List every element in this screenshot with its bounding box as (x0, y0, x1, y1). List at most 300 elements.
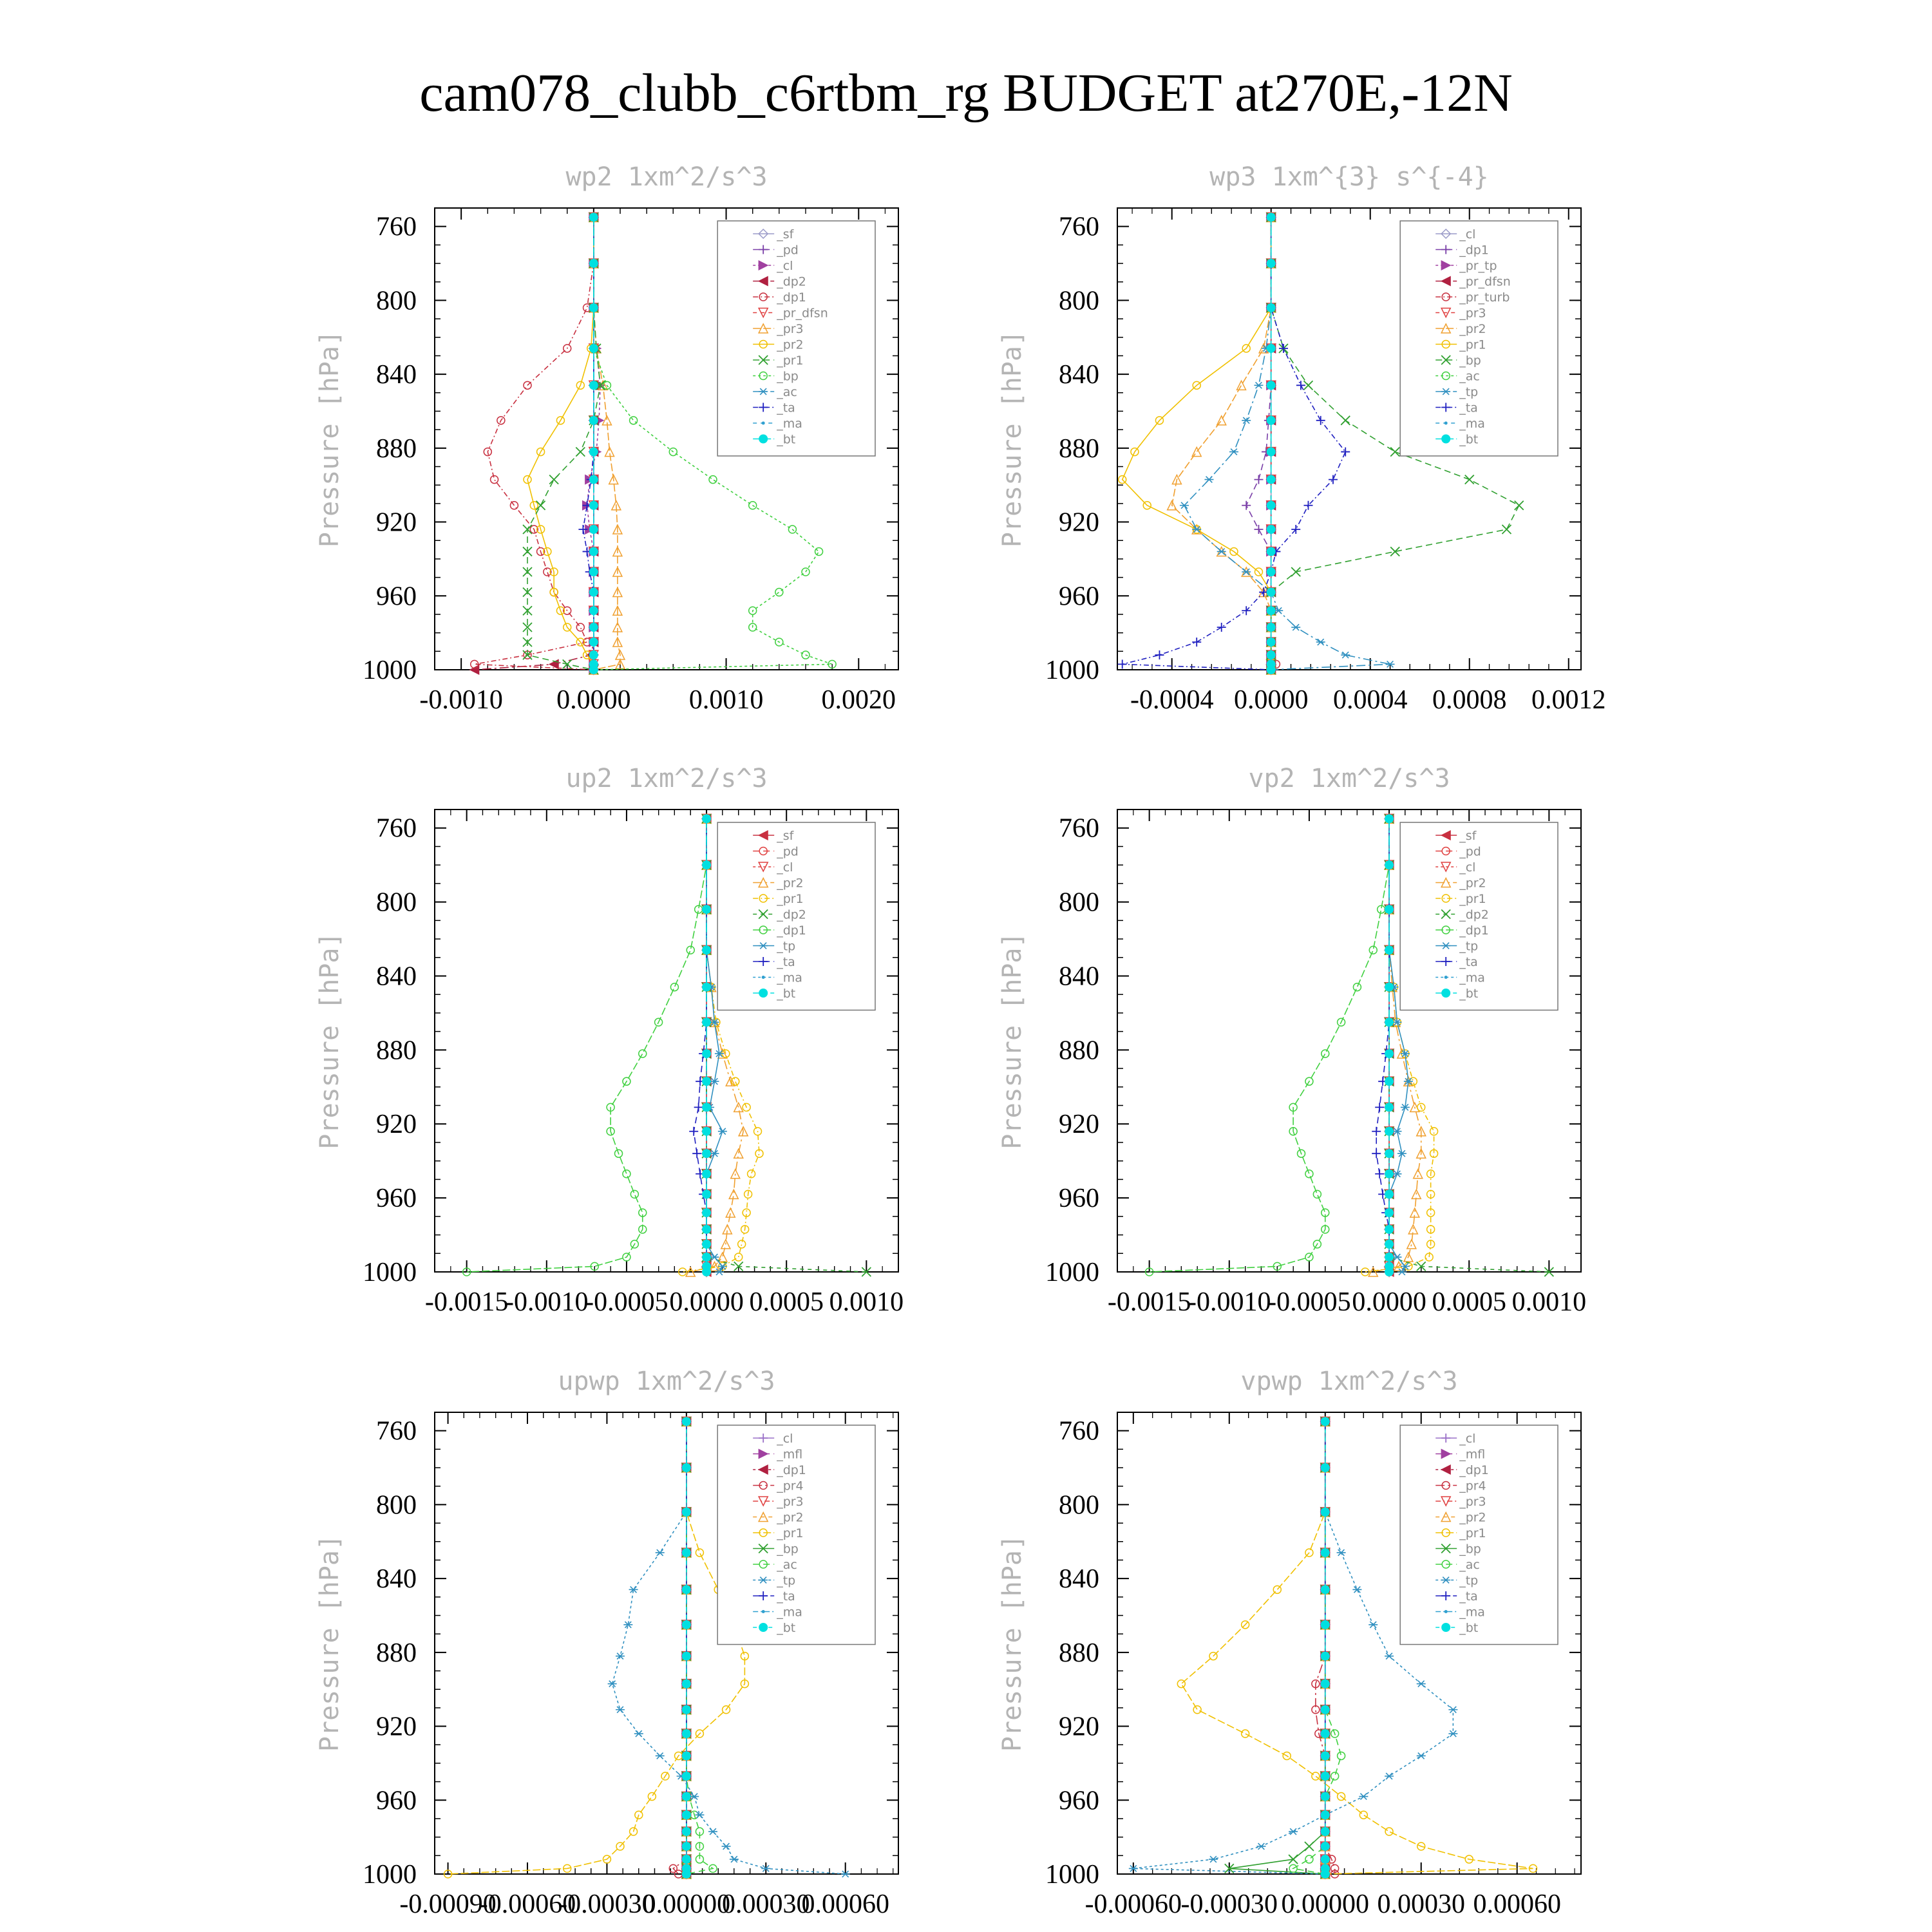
legend-marker (759, 1623, 768, 1632)
data-point (702, 1170, 711, 1179)
data-point (589, 623, 598, 632)
x-tick-label: 0.0020 (821, 685, 896, 715)
data-point (1385, 1267, 1394, 1276)
series-line (475, 217, 594, 670)
data-point (1385, 1127, 1394, 1136)
legend-label: _cl (777, 860, 793, 875)
legend-marker (1441, 989, 1450, 998)
legend-marker (1444, 1610, 1448, 1613)
y-tick-label: 920 (376, 1712, 417, 1742)
legend-label: _dp1 (1459, 243, 1489, 258)
data-point (1321, 1050, 1329, 1057)
data-point (1291, 567, 1300, 576)
data-point (1289, 1828, 1298, 1835)
data-point (682, 1870, 691, 1879)
y-tick-label: 1000 (363, 1860, 417, 1889)
legend (1400, 1425, 1558, 1645)
data-point (589, 259, 598, 268)
data-point (735, 1253, 743, 1261)
data-point (1321, 1652, 1330, 1661)
legend-label: _dp2 (777, 907, 806, 922)
data-point (1192, 638, 1201, 647)
legend-label: _ac (777, 385, 797, 399)
y-tick-label: 960 (1059, 582, 1099, 612)
y-tick-label: 800 (1059, 286, 1099, 316)
data-point (1321, 1417, 1330, 1426)
legend-label: _dp1 (777, 1463, 806, 1477)
data-point (576, 623, 584, 631)
data-point (616, 1707, 625, 1713)
data-point (1242, 1730, 1249, 1738)
data-point (1267, 525, 1276, 534)
x-tick-label: 0.0000 (1233, 685, 1309, 715)
legend-label: _bt (777, 987, 796, 1001)
data-point (1267, 416, 1276, 425)
data-point (682, 1620, 691, 1629)
data-point (589, 547, 598, 556)
series-ta (578, 213, 598, 674)
y-tick-label: 840 (376, 1564, 417, 1595)
x-tick-label: -0.0010 (419, 685, 503, 715)
data-point (1267, 665, 1276, 674)
data-point (1385, 1170, 1394, 1179)
data-point (589, 525, 598, 534)
y-tick-label: 960 (1059, 1184, 1099, 1214)
data-point (682, 1827, 691, 1836)
data-point (1372, 1149, 1381, 1158)
legend-label: _dp2 (1459, 907, 1489, 922)
series-pr2 (1168, 213, 1276, 674)
data-point (1273, 1586, 1281, 1593)
data-point (1217, 623, 1226, 632)
series-line (673, 1421, 687, 1874)
y-tick-label: 960 (1059, 1786, 1099, 1816)
legend-label: _bt (1459, 987, 1479, 1001)
x-tick-label: -0.00030 (558, 1889, 656, 1919)
data-point (1341, 448, 1350, 457)
data-point (702, 1077, 711, 1086)
data-point (702, 1018, 711, 1027)
panel-upwp (315, 1367, 898, 1919)
data-point (1267, 344, 1276, 353)
data-point (1515, 501, 1524, 510)
data-point (1305, 1170, 1313, 1178)
data-point (1296, 381, 1305, 390)
legend-label: _bt (777, 432, 796, 447)
data-point (1242, 417, 1251, 424)
panel-vpwp (998, 1367, 1581, 1919)
data-point (1385, 1240, 1394, 1249)
data-point (491, 476, 498, 484)
series-bt (682, 1417, 691, 1879)
legend-label: _ma (1459, 1605, 1485, 1620)
legend (1400, 822, 1558, 1010)
legend-label: _pr1 (1459, 1526, 1486, 1540)
data-point (1267, 606, 1276, 615)
data-point (1390, 547, 1399, 556)
data-point (1329, 475, 1338, 484)
data-point (1267, 650, 1276, 659)
data-point (1254, 382, 1263, 388)
panel-vp2 (998, 764, 1586, 1317)
y-tick-label: 880 (1059, 1036, 1099, 1066)
legend-label: _pr3 (777, 1495, 804, 1509)
y-tick-label: 880 (376, 1036, 417, 1066)
x-tick-label: 0.00030 (722, 1889, 810, 1919)
x-tick-label: 0.00030 (1377, 1889, 1465, 1919)
series-pr2 (524, 213, 598, 674)
legend (717, 221, 875, 456)
legend-label: _ac (777, 1558, 797, 1572)
series-ta (689, 814, 711, 1276)
data-point (1312, 1772, 1320, 1780)
y-axis-label: Pressure [hPa] (998, 1534, 1027, 1752)
y-tick-label: 1000 (1045, 656, 1099, 685)
series-line (1376, 819, 1389, 1272)
legend-label: _ta (777, 1589, 795, 1604)
panel-title: wp2 1xm^2/s^3 (565, 162, 768, 192)
data-point (709, 476, 717, 484)
legend-label: _dp2 (777, 274, 806, 289)
legend-label: _tp (1459, 939, 1479, 954)
data-point (630, 417, 638, 424)
x-tick-label: 0.0010 (688, 685, 764, 715)
y-tick-label: 1000 (363, 1258, 417, 1287)
series-dp1 (463, 815, 710, 1276)
data-point (589, 381, 598, 390)
data-point (589, 213, 598, 222)
data-point (1291, 624, 1300, 630)
data-point (656, 1549, 665, 1556)
data-point (1385, 1077, 1394, 1086)
x-tick-label: 0.0004 (1332, 685, 1408, 715)
legend-label: _ta (1459, 955, 1478, 969)
legend-label: _pr_tp (1459, 259, 1497, 273)
legend-label: _cl (1459, 860, 1476, 875)
data-point (1337, 1549, 1346, 1556)
x-tick-label: -0.0015 (1107, 1287, 1191, 1317)
panel-title: vp2 1xm^2/s^3 (1248, 764, 1450, 793)
data-point (1385, 945, 1394, 954)
data-point (623, 1170, 630, 1178)
data-point (702, 983, 711, 992)
data-point (670, 983, 678, 991)
data-point (1321, 1548, 1330, 1557)
x-tick-label: -0.00090 (399, 1889, 497, 1919)
data-point (1256, 1843, 1265, 1850)
legend (717, 1425, 875, 1645)
y-tick-label: 840 (1059, 1564, 1099, 1595)
y-tick-label: 920 (1059, 1110, 1099, 1140)
legend-marker (762, 976, 765, 979)
y-tick-label: 800 (376, 286, 417, 316)
y-tick-label: 800 (1059, 1490, 1099, 1520)
series-line (475, 217, 594, 670)
x-tick-label: -0.00030 (1180, 1889, 1278, 1919)
legend-label: _pr2 (777, 876, 804, 891)
data-point (1155, 650, 1164, 659)
y-axis-label: Pressure [hPa] (315, 1534, 345, 1752)
legend-label: _bp (777, 1542, 799, 1557)
figure-title: cam078_clubb_c6rtbm_rg BUDGET at270E,-12N (419, 63, 1513, 123)
legend-label: _pr4 (777, 1479, 804, 1493)
data-point (589, 448, 598, 457)
y-tick-label: 920 (376, 1110, 417, 1140)
data-point (1321, 1855, 1330, 1864)
legend-label: _bp (1459, 354, 1481, 368)
data-point (1321, 1680, 1330, 1689)
y-tick-label: 880 (376, 433, 417, 464)
data-point (1385, 1828, 1393, 1835)
data-point (682, 1508, 691, 1517)
y-tick-label: 840 (1059, 360, 1099, 390)
legend-label: _ac (1459, 369, 1480, 384)
data-point (1359, 1794, 1368, 1800)
data-point (702, 945, 711, 954)
y-tick-label: 920 (376, 507, 417, 538)
data-point (1321, 1842, 1330, 1851)
data-point (1321, 1729, 1330, 1738)
data-point (1385, 1049, 1394, 1058)
legend-label: _pr1 (777, 1526, 804, 1540)
data-point (1321, 1620, 1330, 1629)
y-tick-label: 1000 (363, 656, 417, 685)
y-tick-label: 880 (1059, 433, 1099, 464)
series-bt (1321, 1417, 1330, 1879)
data-point (1321, 1463, 1330, 1472)
y-tick-label: 840 (376, 360, 417, 390)
data-point (692, 1149, 701, 1158)
series-pr1 (444, 1417, 749, 1878)
legend-label: _mfl (777, 1447, 803, 1462)
series-line (1122, 217, 1271, 670)
data-point (1267, 638, 1276, 647)
data-point (1385, 1225, 1394, 1234)
series-pr3 (589, 213, 625, 674)
data-point (702, 1253, 711, 1262)
data-point (1321, 1870, 1330, 1879)
legend (717, 822, 875, 1010)
series-line (583, 217, 593, 670)
y-tick-label: 840 (1059, 961, 1099, 992)
data-point (1372, 1127, 1381, 1136)
series-line (1150, 819, 1389, 1272)
data-point (1267, 588, 1276, 597)
data-point (589, 303, 598, 312)
legend-label: _pr_dfsn (1459, 274, 1511, 289)
data-point (682, 1417, 691, 1426)
data-point (1321, 1508, 1330, 1517)
legend-label: _ta (777, 401, 795, 415)
data-point (1321, 1827, 1330, 1836)
x-tick-label: 0.0008 (1432, 685, 1507, 715)
data-point (702, 1127, 711, 1136)
data-point (682, 1463, 691, 1472)
legend-label: _mfl (1459, 1447, 1486, 1462)
data-point (1448, 1707, 1457, 1713)
y-tick-label: 760 (1059, 813, 1099, 844)
y-tick-label: 1000 (1045, 1860, 1099, 1889)
legend-label: _dp1 (777, 290, 806, 305)
data-point (589, 501, 598, 510)
legend-label: _pr1 (777, 892, 804, 906)
data-point (682, 1705, 691, 1714)
panel-title: vpwp 1xm^2/s^3 (1240, 1367, 1458, 1396)
data-point (1385, 860, 1394, 869)
legend (1400, 221, 1558, 456)
data-point (689, 1127, 698, 1136)
data-point (702, 1208, 711, 1217)
data-point (775, 589, 783, 596)
legend-label: _ac (1459, 1558, 1480, 1572)
data-point (1502, 525, 1511, 534)
legend-label: _ma (1459, 417, 1485, 431)
data-point (630, 1190, 638, 1198)
series-bp (1225, 1417, 1330, 1879)
data-point (1321, 1792, 1330, 1801)
x-tick-label: -0.0010 (1188, 1287, 1271, 1317)
data-point (1448, 1730, 1457, 1737)
data-point (702, 860, 711, 869)
panel-wp3 (998, 162, 1605, 715)
data-point (682, 1842, 691, 1851)
data-point (1180, 502, 1189, 509)
data-point (1369, 946, 1377, 954)
data-point (1267, 303, 1276, 312)
data-point (1305, 1842, 1314, 1851)
legend-label: _bp (1459, 1542, 1481, 1557)
data-point (1217, 416, 1226, 425)
legend-label: _pr2 (1459, 1510, 1486, 1525)
legend-label: _pd (1459, 844, 1481, 859)
data-point (1385, 983, 1394, 992)
x-tick-label: 0.0010 (1511, 1287, 1587, 1317)
data-point (702, 1149, 711, 1158)
panel-title: upwp 1xm^2/s^3 (558, 1367, 775, 1396)
data-point (815, 547, 823, 555)
series-line (1122, 217, 1346, 670)
data-point (1385, 1208, 1394, 1217)
x-tick-label: 0.0000 (556, 685, 631, 715)
legend-label: _pr_turb (1459, 290, 1510, 305)
series-ac (683, 1417, 717, 1878)
data-point (722, 1843, 731, 1850)
data-point (616, 1653, 625, 1660)
series-line (687, 1421, 713, 1874)
data-point (589, 638, 598, 647)
series-ta (1372, 814, 1394, 1276)
series-line (467, 819, 706, 1272)
data-point (1321, 1751, 1330, 1760)
data-point (1254, 525, 1263, 534)
data-point (549, 475, 558, 484)
legend-marker (1441, 435, 1450, 444)
data-point (1359, 1811, 1367, 1819)
legend-label: _pr4 (1459, 1479, 1486, 1493)
data-point (639, 1050, 647, 1057)
legend-label: _pd (777, 844, 799, 859)
series-line (1229, 1421, 1325, 1874)
panel-title: wp3 1xm^{3} s^{-4} (1209, 162, 1489, 192)
x-tick-label: -0.0010 (505, 1287, 589, 1317)
legend-label: _sf (777, 227, 794, 242)
legend-label: _pr_dfsn (777, 306, 828, 321)
x-tick-label: -0.0005 (1267, 1287, 1351, 1317)
y-tick-label: 880 (376, 1638, 417, 1668)
data-point (730, 1856, 739, 1862)
y-axis-label: Pressure [hPa] (315, 932, 345, 1150)
data-point (1385, 1253, 1394, 1262)
legend-label: _ta (1459, 1589, 1478, 1604)
data-point (682, 1680, 691, 1689)
series-ta (1118, 213, 1350, 674)
legend-label: _dp1 (777, 923, 806, 938)
legend-label: _tp (1459, 1573, 1479, 1588)
data-point (1385, 1103, 1394, 1112)
data-point (1353, 983, 1361, 991)
data-point (695, 1812, 704, 1818)
series-line (1184, 217, 1390, 670)
data-point (608, 1681, 617, 1687)
data-point (1375, 1170, 1384, 1179)
x-tick-label: 0.00060 (801, 1889, 889, 1919)
series-dp1 (1146, 815, 1393, 1276)
legend-label: _sf (1459, 829, 1477, 843)
y-tick-label: 760 (376, 813, 417, 844)
data-point (1341, 416, 1350, 425)
data-point (1267, 623, 1276, 632)
legend-label: _pr2 (777, 337, 804, 352)
y-tick-label: 760 (1059, 1416, 1099, 1446)
y-tick-label: 760 (1059, 212, 1099, 242)
legend-marker (1444, 422, 1448, 425)
data-point (1305, 1855, 1313, 1863)
legend-label: _pr1 (1459, 892, 1486, 906)
data-point (1267, 381, 1276, 390)
y-tick-label: 960 (376, 1184, 417, 1214)
x-tick-label: -0.0005 (585, 1287, 668, 1317)
legend-label: _ta (777, 955, 795, 969)
data-point (589, 588, 598, 597)
series-dp1 (471, 213, 598, 674)
y-tick-label: 960 (376, 1786, 417, 1816)
legend-label: _pd (777, 243, 799, 258)
series-tp (1180, 214, 1395, 672)
y-tick-label: 760 (376, 212, 417, 242)
data-point (589, 567, 598, 576)
x-tick-label: 0.0005 (1432, 1287, 1506, 1317)
data-point (1193, 1706, 1201, 1714)
data-point (1177, 1680, 1185, 1688)
series-dp1 (1242, 213, 1276, 674)
data-point (576, 448, 585, 457)
y-tick-label: 800 (1059, 887, 1099, 918)
data-point (1375, 1103, 1384, 1112)
series-line (694, 819, 706, 1272)
data-point (682, 1548, 691, 1557)
legend-label: _pr2 (777, 1510, 804, 1525)
data-point (1209, 1856, 1218, 1862)
y-tick-label: 960 (376, 582, 417, 612)
y-tick-label: 1000 (1045, 1258, 1099, 1287)
data-point (1465, 475, 1474, 484)
y-axis-label: Pressure [hPa] (315, 330, 345, 548)
data-point (682, 1772, 691, 1781)
series-line (1293, 1421, 1341, 1874)
legend-label: _tp (777, 1573, 796, 1588)
data-point (1313, 1190, 1321, 1198)
legend-label: _cl (777, 259, 793, 273)
